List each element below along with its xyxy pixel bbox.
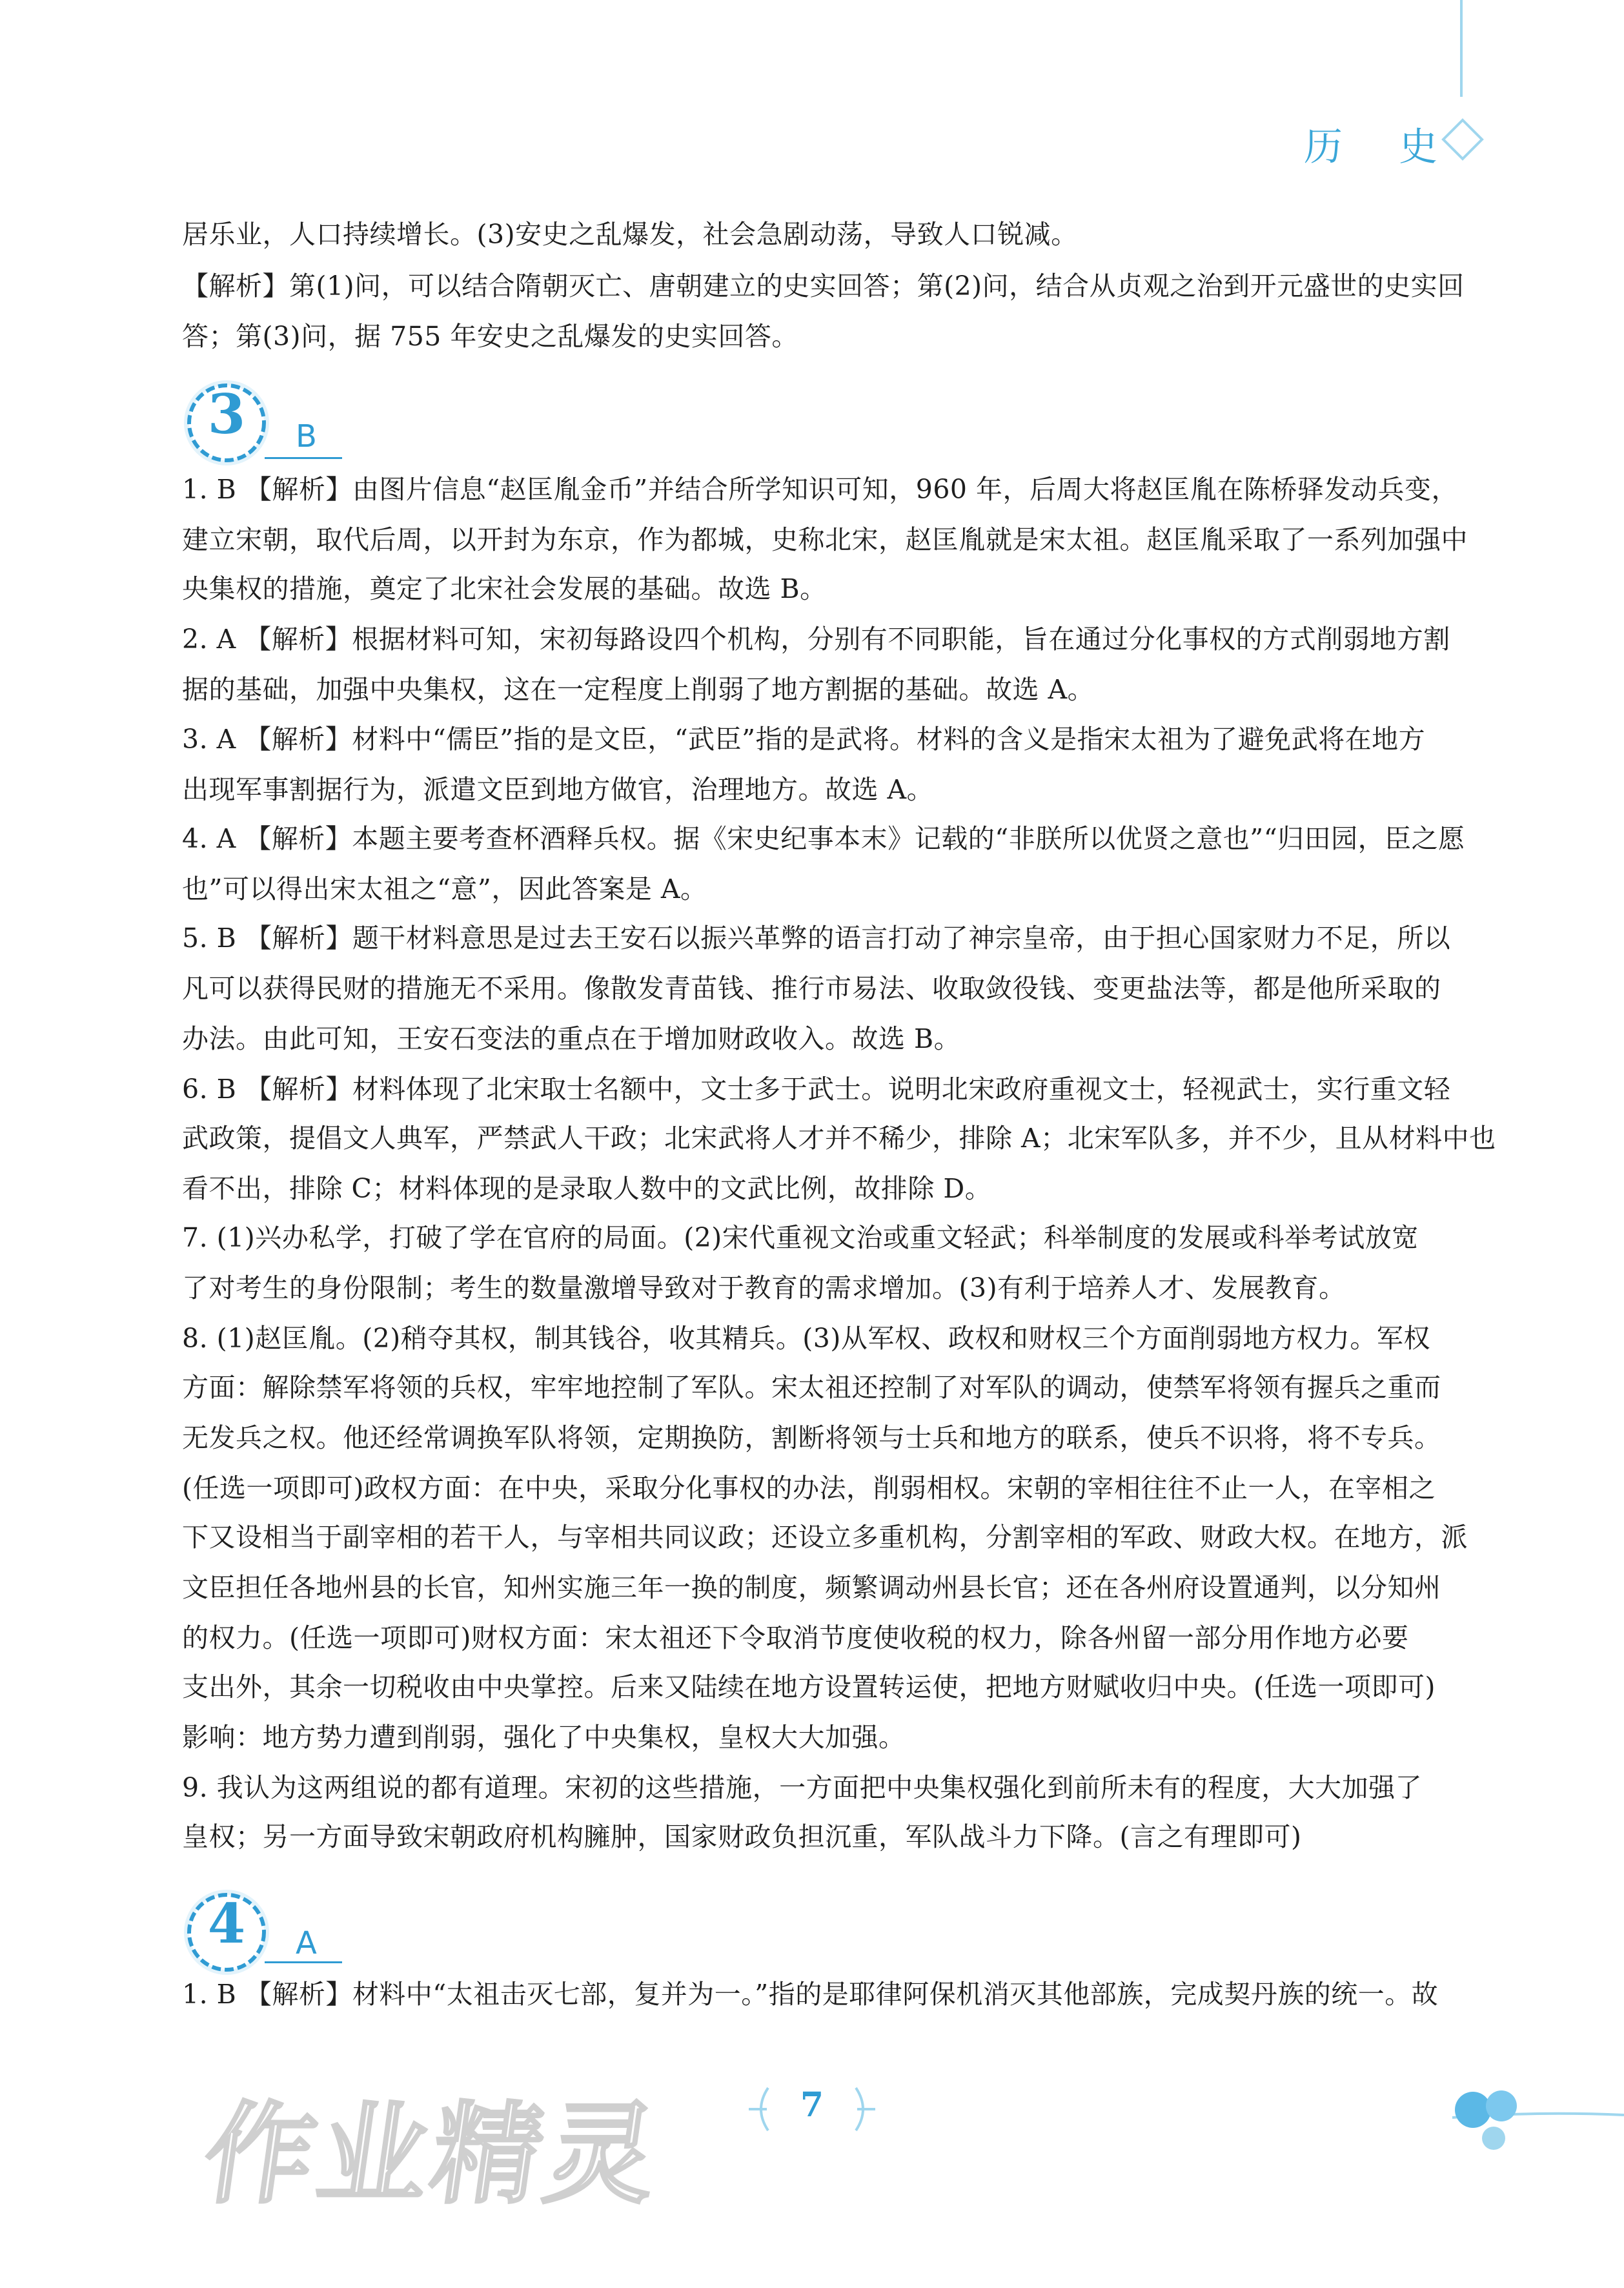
text-line: 支出外，其余一切税收由中央掌控。后来又陆续在地方设置转运使，把地方财赋收归中央。(任选一项即可) <box>182 1671 1436 1702</box>
text-line: 7. (1)兴办私学，打破了学在官府的局面。(2)宋代重视文治或重文轻武；科举制度的发展或科举考试放宽 <box>182 1222 1419 1253</box>
text-line: 4. A 【解析】本题主要考查杯酒释兵权。据《宋史纪事本末》记载的“非朕所以优贤之意也”“归田园，臣之愿 <box>182 823 1465 854</box>
section-title-underline <box>265 457 342 459</box>
section-title-underline <box>265 1961 342 1963</box>
text-line: 出现军事割据行为，派遣文臣到地方做官，治理地方。故选 A。 <box>182 774 934 805</box>
section-number: 4 <box>207 1892 246 1956</box>
text-line: 凡可以获得民财的措施无不采用。像散发青苗钱、推行市易法、收取敛役钱、变更盐法等，都是他所采取的 <box>182 973 1441 1004</box>
text-line: 无发兵之权。他还经常调换军队将领，定期换防，割断将领与士兵和地方的联系，使兵不识将，将不专兵。 <box>182 1422 1441 1453</box>
text-line: 也”可以得出宋太祖之“意”，因此答案是 A。 <box>182 873 707 904</box>
text-line: (任选一项即可)政权方面：在中央，采取分化事权的办法，削弱相权。宋朝的宰相往往不止一人，在宰相之 <box>182 1473 1436 1504</box>
text-line: 方面：解除禁军将领的兵权，牢牢地控制了军队。宋太祖还控制了对军队的调动，使禁军将领有握兵之重而 <box>182 1372 1441 1403</box>
subject-title: 历 史 <box>1304 125 1460 170</box>
text-line: 居乐业，人口持续增长。(3)安史之乱爆发，社会急剧动荡，导致人口锐减。 <box>182 219 1078 250</box>
text-line: 据的基础，加强中央集权，这在一定程度上削弱了地方割据的基础。故选 A。 <box>182 674 1095 705</box>
decorative-dots-icon <box>1439 2079 1624 2150</box>
text-line: 下又设相当于副宰相的若干人，与宰相共同议政；还设立多重机构，分割宰相的军政、财政大权。在地方，派 <box>182 1522 1468 1553</box>
section-title: A <box>296 1925 317 1961</box>
text-line: 3. A 【解析】材料中“儒臣”指的是文臣，“武臣”指的是武将。材料的含义是指宋太祖为了避免武将在地方 <box>182 724 1426 755</box>
text-line: 8. (1)赵匡胤。(2)稍夺其权，制其钱谷，收其精兵。(3)从军权、政权和财权三个方面削弱地方权力。军权 <box>182 1323 1430 1354</box>
text-line: 2. A 【解析】根据材料可知，宋初每路设四个机构，分别有不同职能，旨在通过分化事权的方式削弱地方割 <box>182 624 1450 655</box>
page-number: 7 <box>800 2085 824 2125</box>
text-line: 1. B 【解析】材料中“太祖击灭七部，复并为一。”指的是耶律阿保机消灭其他部族，完成契丹族的统一。故 <box>182 1979 1439 2010</box>
watermark: 作业精灵 <box>196 2091 669 2219</box>
text-line: 答；第(3)问，据 755 年安史之乱爆发的史实回答。 <box>182 321 798 352</box>
text-line: 办法。由此可知，王安石变法的重点在于增加财政收入。故选 B。 <box>182 1023 961 1054</box>
text-line: 5. B 【解析】题干材料意思是过去王安石以振兴革弊的语言打动了神宗皇帝，由于担心国家财力不足，所以 <box>182 923 1451 954</box>
text-line: 了对考生的身份限制；考生的数量激增导致对于教育的需求增加。(3)有利于培养人才、发展教育。 <box>182 1272 1346 1303</box>
section-title: B <box>296 418 317 455</box>
text-line: 的权力。(任选一项即可)财权方面：宋太祖还下令取消节度使收税的权力，除各州留一部分用作地方必要 <box>182 1622 1409 1653</box>
text-line: 【解析】第(1)问，可以结合隋朝灭亡、唐朝建立的史实回答；第(2)问，结合从贞观之治到开元盛世的史实回 <box>182 271 1465 301</box>
text-line: 武政策，提倡文人典军，严禁武人干政；北宋武将人才并不稀少，排除 A；北宋军队多，并不少，且从材料中也 <box>182 1123 1496 1154</box>
text-line: 皇权；另一方面导致宋朝政府机构臃肿，国家财政负担沉重，军队战斗力下降。(言之有理即可) <box>182 1821 1302 1852</box>
text-line: 看不出，排除 C；材料体现的是录取人数中的文武比例，故排除 D。 <box>182 1173 992 1204</box>
text-line: 央集权的措施，奠定了北宋社会发展的基础。故选 B。 <box>182 573 827 604</box>
header-line <box>1460 0 1463 97</box>
text-line: 6. B 【解析】材料体现了北宋取士名额中，文士多于武士。说明北宋政府重视文士，轻视武士，实行重文轻 <box>182 1074 1451 1105</box>
text-line: 建立宋朝，取代后周，以开封为东京，作为都城，史称北宋，赵匡胤就是宋太祖。赵匡胤采取了一系列加强中 <box>182 524 1468 555</box>
text-line: 1. B 【解析】由图片信息“赵匡胤金币”并结合所学知识可知，960 年，后周大将赵匡胤在陈桥驿发动兵变， <box>182 474 1459 505</box>
section-number: 3 <box>207 382 246 446</box>
text-line: 文臣担任各地州县的长官，知州实施三年一换的制度，频繁调动州县长官；还在各州府设置通判，以分知州 <box>182 1572 1441 1603</box>
text-line: 9. 我认为这两组说的都有道理。宋初的这些措施，一方面把中央集权强化到前所未有的程度，大大加强了 <box>182 1772 1423 1803</box>
diamond-icon <box>1441 117 1485 161</box>
text-line: 影响：地方势力遭到削弱，强化了中央集权，皇权大大加强。 <box>182 1722 906 1753</box>
